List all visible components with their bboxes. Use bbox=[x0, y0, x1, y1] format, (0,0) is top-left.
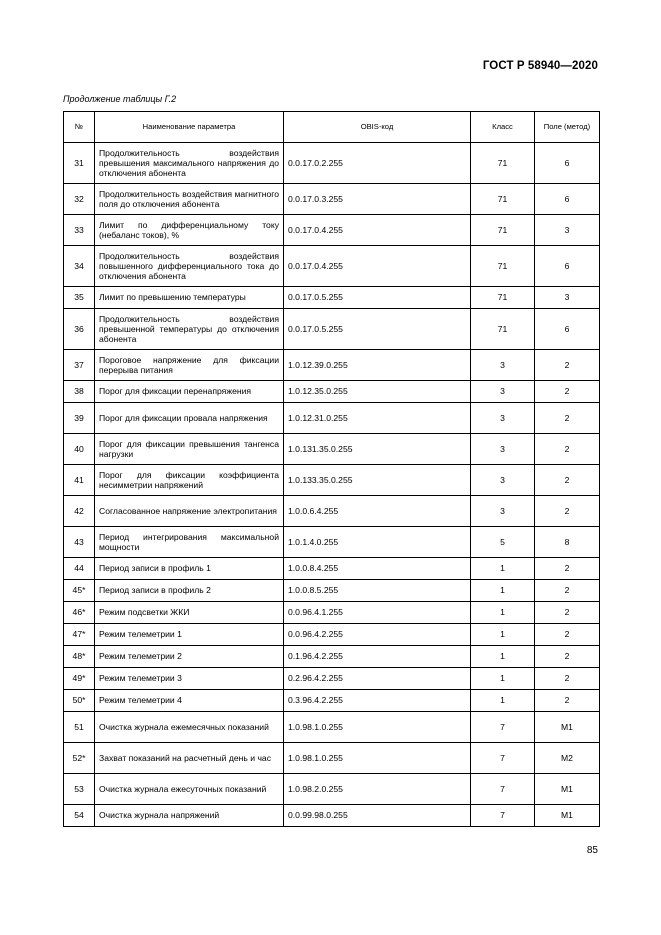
cell-name: Период записи в профиль 2 bbox=[95, 580, 284, 602]
table-row bbox=[64, 712, 600, 743]
cell-num: 32 bbox=[64, 184, 95, 215]
cell-name: Очистка журнала ежесуточных показаний bbox=[95, 774, 284, 805]
cell-obis: 1.0.98.1.0.255 bbox=[284, 712, 471, 743]
cell-field: M2 bbox=[535, 743, 600, 774]
cell-obis: 1.0.0.8.4.255 bbox=[284, 558, 471, 580]
cell-field: 2 bbox=[535, 602, 600, 624]
cell-name: Продолжительность воздействия магнитного поля до отключения абонента bbox=[95, 184, 284, 215]
table-row bbox=[64, 646, 600, 668]
cell-class: 71 bbox=[471, 309, 535, 350]
cell-class: 7 bbox=[471, 805, 535, 827]
column-header-field: Поле (метод) bbox=[535, 112, 600, 143]
table-row bbox=[64, 381, 600, 403]
cell-class: 71 bbox=[471, 143, 535, 184]
cell-obis: 1.0.133.35.0.255 bbox=[284, 465, 471, 496]
cell-obis: 0.0.17.0.5.255 bbox=[284, 309, 471, 350]
cell-field: 2 bbox=[535, 646, 600, 668]
cell-num: 36 bbox=[64, 309, 95, 350]
cell-class: 1 bbox=[471, 580, 535, 602]
cell-class: 1 bbox=[471, 668, 535, 690]
table-row bbox=[64, 690, 600, 712]
cell-obis: 1.0.98.1.0.255 bbox=[284, 743, 471, 774]
table-row bbox=[64, 558, 600, 580]
page-number: 85 bbox=[586, 845, 598, 856]
cell-num: 51 bbox=[64, 712, 95, 743]
table-row bbox=[64, 465, 600, 496]
cell-obis: 1.0.98.2.0.255 bbox=[284, 774, 471, 805]
cell-name: Очистка журнала ежемесячных показаний bbox=[95, 712, 284, 743]
cell-field: 2 bbox=[535, 668, 600, 690]
cell-field: 6 bbox=[535, 184, 600, 215]
cell-name: Период записи в профиль 1 bbox=[95, 558, 284, 580]
cell-obis: 0.0.17.0.5.255 bbox=[284, 287, 471, 309]
cell-field: 2 bbox=[535, 434, 600, 465]
table-row bbox=[64, 743, 600, 774]
cell-name: Режим подсветки ЖКИ bbox=[95, 602, 284, 624]
table-row bbox=[64, 496, 600, 527]
cell-name: Продолжительность воздействия превышения максимального напряжения до отключения абонента bbox=[95, 143, 284, 184]
cell-class: 1 bbox=[471, 558, 535, 580]
table-row bbox=[64, 580, 600, 602]
cell-field: 2 bbox=[535, 381, 600, 403]
cell-class: 71 bbox=[471, 246, 535, 287]
cell-class: 1 bbox=[471, 646, 535, 668]
cell-obis: 0.2.96.4.2.255 bbox=[284, 668, 471, 690]
column-header-name: Наименование параметра bbox=[95, 112, 284, 143]
cell-obis: 0.1.96.4.2.255 bbox=[284, 646, 471, 668]
cell-name: Продолжительность воздействия повышенного дифференциального тока до отключения абонента bbox=[95, 246, 284, 287]
table-row bbox=[64, 668, 600, 690]
cell-name: Согласованное напряжение электропитания bbox=[95, 496, 284, 527]
cell-obis: 1.0.12.35.0.255 bbox=[284, 381, 471, 403]
table-row bbox=[64, 403, 600, 434]
cell-field: 2 bbox=[535, 690, 600, 712]
cell-obis: 1.0.12.31.0.255 bbox=[284, 403, 471, 434]
table-row bbox=[64, 350, 600, 381]
cell-class: 1 bbox=[471, 690, 535, 712]
cell-obis: 1.0.1.4.0.255 bbox=[284, 527, 471, 558]
cell-name: Период интегрирования максимальной мощности bbox=[95, 527, 284, 558]
table-row bbox=[64, 309, 600, 350]
table-row bbox=[64, 287, 600, 309]
cell-num: 41 bbox=[64, 465, 95, 496]
cell-num: 39 bbox=[64, 403, 95, 434]
cell-num: 42 bbox=[64, 496, 95, 527]
cell-field: 2 bbox=[535, 465, 600, 496]
cell-class: 3 bbox=[471, 496, 535, 527]
document-code: ГОСТ Р 58940—2020 bbox=[482, 60, 598, 72]
cell-name: Порог для фиксации перенапряжения bbox=[95, 381, 284, 403]
cell-obis: 0.0.17.0.4.255 bbox=[284, 246, 471, 287]
cell-num: 40 bbox=[64, 434, 95, 465]
cell-class: 7 bbox=[471, 743, 535, 774]
cell-num: 53 bbox=[64, 774, 95, 805]
cell-field: 2 bbox=[535, 580, 600, 602]
cell-name: Режим телеметрии 2 bbox=[95, 646, 284, 668]
cell-obis: 0.0.99.98.0.255 bbox=[284, 805, 471, 827]
cell-obis: 0.0.96.4.1.255 bbox=[284, 602, 471, 624]
parameters-table bbox=[63, 111, 600, 827]
cell-num: 46* bbox=[64, 602, 95, 624]
cell-class: 1 bbox=[471, 602, 535, 624]
cell-name: Режим телеметрии 4 bbox=[95, 690, 284, 712]
cell-field: 3 bbox=[535, 215, 600, 246]
cell-num: 31 bbox=[64, 143, 95, 184]
cell-num: 37 bbox=[64, 350, 95, 381]
cell-field: 2 bbox=[535, 350, 600, 381]
cell-num: 34 bbox=[64, 246, 95, 287]
cell-name: Захват показаний на расчетный день и час bbox=[95, 743, 284, 774]
cell-obis: 1.0.0.8.5.255 bbox=[284, 580, 471, 602]
table-body bbox=[64, 143, 600, 827]
cell-class: 3 bbox=[471, 350, 535, 381]
cell-num: 49* bbox=[64, 668, 95, 690]
cell-field: 6 bbox=[535, 246, 600, 287]
table-caption: Продолжение таблицы Г.2 bbox=[63, 94, 177, 104]
cell-class: 3 bbox=[471, 434, 535, 465]
cell-class: 3 bbox=[471, 403, 535, 434]
table-row bbox=[64, 602, 600, 624]
cell-obis: 0.0.17.0.3.255 bbox=[284, 184, 471, 215]
table-row bbox=[64, 805, 600, 827]
cell-field: M1 bbox=[535, 712, 600, 743]
cell-class: 71 bbox=[471, 184, 535, 215]
cell-obis: 1.0.131.35.0.255 bbox=[284, 434, 471, 465]
cell-name: Порог для фиксации провала напряжения bbox=[95, 403, 284, 434]
table-row bbox=[64, 184, 600, 215]
table-row bbox=[64, 434, 600, 465]
cell-field: 2 bbox=[535, 624, 600, 646]
cell-obis: 0.0.17.0.2.255 bbox=[284, 143, 471, 184]
cell-num: 54 bbox=[64, 805, 95, 827]
table-row bbox=[64, 143, 600, 184]
cell-field: M1 bbox=[535, 774, 600, 805]
cell-field: M1 bbox=[535, 805, 600, 827]
column-header-num: № bbox=[64, 112, 95, 143]
cell-num: 47* bbox=[64, 624, 95, 646]
table-row bbox=[64, 624, 600, 646]
cell-num: 35 bbox=[64, 287, 95, 309]
cell-num: 48* bbox=[64, 646, 95, 668]
cell-class: 3 bbox=[471, 465, 535, 496]
cell-obis: 0.3.96.4.2.255 bbox=[284, 690, 471, 712]
cell-name: Режим телеметрии 1 bbox=[95, 624, 284, 646]
column-header-class: Класс bbox=[471, 112, 535, 143]
cell-obis: 1.0.0.6.4.255 bbox=[284, 496, 471, 527]
cell-name: Продолжительность воздействия превышенной температуры до отключения абонента bbox=[95, 309, 284, 350]
cell-name: Порог для фиксации коэффициента несимметрии напряжений bbox=[95, 465, 284, 496]
cell-obis: 0.0.96.4.2.255 bbox=[284, 624, 471, 646]
table-row bbox=[64, 774, 600, 805]
cell-field: 6 bbox=[535, 143, 600, 184]
cell-num: 45* bbox=[64, 580, 95, 602]
cell-field: 2 bbox=[535, 558, 600, 580]
cell-name: Лимит по дифференциальному току (небаланс токов), % bbox=[95, 215, 284, 246]
cell-name: Очистка журнала напряжений bbox=[95, 805, 284, 827]
cell-name: Пороговое напряжение для фиксации перерыва питания bbox=[95, 350, 284, 381]
cell-num: 44 bbox=[64, 558, 95, 580]
cell-num: 50* bbox=[64, 690, 95, 712]
cell-field: 8 bbox=[535, 527, 600, 558]
cell-name: Лимит по превышению температуры bbox=[95, 287, 284, 309]
cell-num: 43 bbox=[64, 527, 95, 558]
cell-name: Режим телеметрии 3 bbox=[95, 668, 284, 690]
column-header-obis: OBIS-код bbox=[284, 112, 471, 143]
cell-class: 7 bbox=[471, 774, 535, 805]
table-row bbox=[64, 246, 600, 287]
table-header-row bbox=[64, 112, 600, 143]
table-row bbox=[64, 215, 600, 246]
cell-field: 2 bbox=[535, 496, 600, 527]
cell-class: 71 bbox=[471, 215, 535, 246]
cell-class: 1 bbox=[471, 624, 535, 646]
cell-num: 33 bbox=[64, 215, 95, 246]
cell-field: 2 bbox=[535, 403, 600, 434]
cell-class: 7 bbox=[471, 712, 535, 743]
cell-class: 5 bbox=[471, 527, 535, 558]
cell-field: 3 bbox=[535, 287, 600, 309]
table-row bbox=[64, 527, 600, 558]
cell-num: 52* bbox=[64, 743, 95, 774]
cell-field: 6 bbox=[535, 309, 600, 350]
cell-obis: 1.0.12.39.0.255 bbox=[284, 350, 471, 381]
cell-name: Порог для фиксации превышения тангенса нагрузки bbox=[95, 434, 284, 465]
cell-class: 71 bbox=[471, 287, 535, 309]
cell-num: 38 bbox=[64, 381, 95, 403]
cell-class: 3 bbox=[471, 381, 535, 403]
cell-obis: 0.0.17.0.4.255 bbox=[284, 215, 471, 246]
